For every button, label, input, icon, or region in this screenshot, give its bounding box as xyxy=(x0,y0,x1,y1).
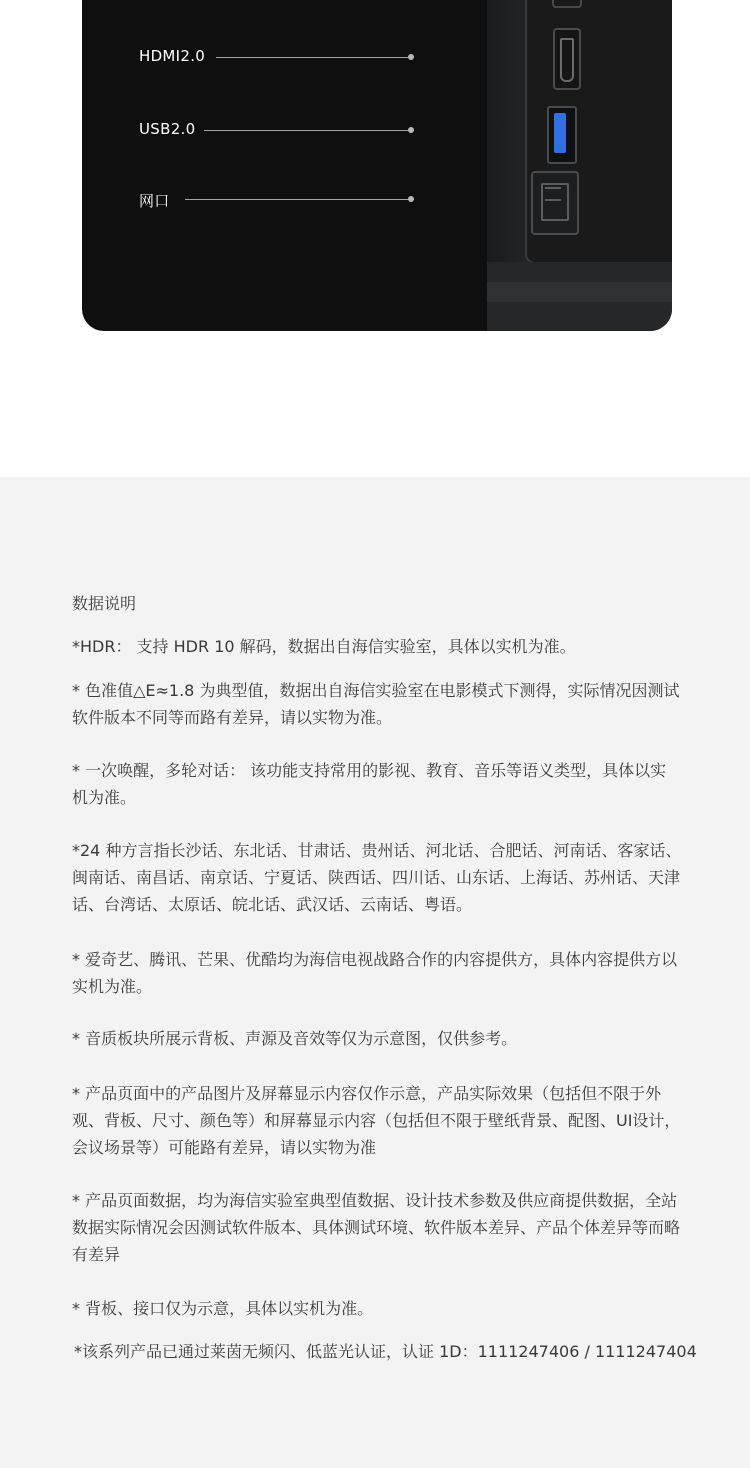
note-product-data: * 产品页面数据，均为海信实验室典型值数据、设计技术参数及供应商提供数据，全站数据实际情况会因测试软件版本、具体测试环境、软件版本差异、产品个体差异等而略有差异 xyxy=(72,1191,681,1264)
note-product-images: * 产品页面中的产品图片及屏幕显示内容仅作示意，产品实际效果（包括但不限于外观、背板、尺寸、颜色等）和屏幕显示内容（包括但不限于壁纸背景、配图、UI设计，会议场景等）可能路有差异，请以实物为准 xyxy=(72,1084,681,1157)
usb-leader-line xyxy=(204,130,409,131)
top-port-icon xyxy=(552,0,582,8)
hdmi-leader-dot xyxy=(408,54,414,60)
usb-label: USB2.0 xyxy=(139,120,196,138)
data-notes-section xyxy=(0,477,750,1468)
note-dialects: *24 种方言指长沙话、东北话、甘肃话、贵州话、河北话、合肥话、河南话、客家话、闽南话、南昌话、南京话、宁夏话、陕西话、四川话、山东话、上海话、苏州话、天津话、台湾话、太原话、皖北话、武汉话、云南话、粤语。 xyxy=(72,841,682,914)
note-voice-wake: * 一次唤醒，多轮对话： 该功能支持常用的影视、教育、音乐等语义类型，具体以实机为准。 xyxy=(72,761,667,807)
note-content-providers: * 爱奇艺、腾讯、芒果、优酷均为海信电视战路合作的内容提供方，具体内容提供方以实机为准。 xyxy=(72,950,678,996)
hdmi-label: HDMI2.0 xyxy=(139,47,206,65)
note-color-accuracy: * 色准值△E≈1.8 为典型值，数据出自海信实验室在电影模式下测得，实际情况因测试软件版本不同等而路有差异，请以实物为准。 xyxy=(72,681,680,727)
note-certification: *该系列产品已通过莱茵无频闪、低蓝光认证，认证 1D：1111247406 / 1111247404 xyxy=(74,1342,697,1361)
usb-port-icon xyxy=(547,106,577,164)
lan-leader-line xyxy=(185,199,409,200)
note-back-panel: * 背板、接口仅为示意，具体以实机为准。 xyxy=(72,1299,374,1318)
note-audio: * 音质板块所展示背板、声源及音效等仅为示意图，仅供参考。 xyxy=(72,1029,518,1048)
lan-leader-dot xyxy=(408,196,414,202)
tv-lower-step xyxy=(487,282,672,302)
port-illustration-section xyxy=(0,0,750,477)
ethernet-port-icon xyxy=(531,171,579,235)
hdmi-port-icon xyxy=(553,28,581,90)
lan-label: 网口 xyxy=(139,192,170,210)
notes-title: 数据说明 xyxy=(72,594,137,613)
usb-leader-dot xyxy=(408,127,414,133)
note-hdr: *HDR： 支持 HDR 10 解码，数据出自海信实验室，具体以实机为准。 xyxy=(72,637,576,656)
hdmi-leader-line xyxy=(216,57,409,58)
tv-back-panel-image xyxy=(82,0,672,331)
